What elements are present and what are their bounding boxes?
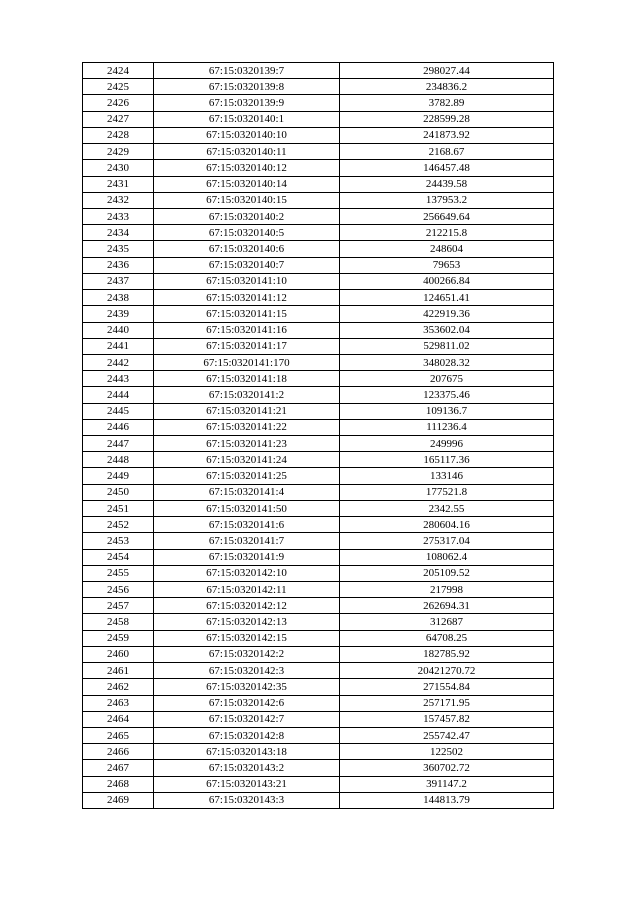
value-cell: 234836.2 [340,79,554,95]
cadastral-number-cell: 67:15:0320143:18 [154,744,340,760]
row-number-cell: 2427 [83,111,154,127]
value-cell: 256649.64 [340,208,554,224]
row-number-cell: 2456 [83,582,154,598]
row-number-cell: 2457 [83,598,154,614]
cadastral-number-cell: 67:15:0320142:11 [154,582,340,598]
value-cell: 228599.28 [340,111,554,127]
table-row [83,646,554,662]
value-cell: 177521.8 [340,484,554,500]
row-number-cell: 2458 [83,614,154,630]
row-number-cell: 2439 [83,306,154,322]
table-row [83,419,554,435]
value-cell: 146457.48 [340,160,554,176]
document-table-container [82,62,553,809]
table-row [83,79,554,95]
table-row [83,663,554,679]
cadastral-number-cell: 67:15:0320141:25 [154,468,340,484]
table-row [83,192,554,208]
table-row [83,354,554,370]
row-number-cell: 2463 [83,695,154,711]
table-row [83,452,554,468]
value-cell: 400266.84 [340,273,554,289]
row-number-cell: 2447 [83,436,154,452]
row-number-cell: 2436 [83,257,154,273]
row-number-cell: 2465 [83,727,154,743]
cadastral-number-cell: 67:15:0320141:7 [154,533,340,549]
row-number-cell: 2450 [83,484,154,500]
cadastral-number-cell: 67:15:0320141:12 [154,290,340,306]
cadastral-number-cell: 67:15:0320142:12 [154,598,340,614]
value-cell: 217998 [340,582,554,598]
cadastral-number-cell: 67:15:0320142:35 [154,679,340,695]
cadastral-number-cell: 67:15:0320140:1 [154,111,340,127]
table-row [83,533,554,549]
row-number-cell: 2451 [83,500,154,516]
table-row [83,387,554,403]
table-row [83,468,554,484]
value-cell: 271554.84 [340,679,554,695]
cadastral-number-cell: 67:15:0320141:22 [154,419,340,435]
cadastral-number-cell: 67:15:0320141:23 [154,436,340,452]
cadastral-number-cell: 67:15:0320140:15 [154,192,340,208]
cadastral-number-cell: 67:15:0320142:10 [154,565,340,581]
row-number-cell: 2443 [83,371,154,387]
value-cell: 20421270.72 [340,663,554,679]
value-cell: 207675 [340,371,554,387]
value-cell: 391147.2 [340,776,554,792]
table-row [83,582,554,598]
row-number-cell: 2453 [83,533,154,549]
table-row [83,95,554,111]
value-cell: 262694.31 [340,598,554,614]
cadastral-number-cell: 67:15:0320142:2 [154,646,340,662]
cadastral-number-cell: 67:15:0320141:10 [154,273,340,289]
row-number-cell: 2435 [83,241,154,257]
table-row [83,371,554,387]
row-number-cell: 2428 [83,127,154,143]
row-number-cell: 2433 [83,208,154,224]
row-number-cell: 2438 [83,290,154,306]
value-cell: 353602.04 [340,322,554,338]
row-number-cell: 2468 [83,776,154,792]
row-number-cell: 2426 [83,95,154,111]
cadastral-number-cell: 67:15:0320140:10 [154,127,340,143]
row-number-cell: 2469 [83,792,154,808]
cadastral-number-cell: 67:15:0320139:9 [154,95,340,111]
cadastral-number-cell: 67:15:0320142:6 [154,695,340,711]
cadastral-number-cell: 67:15:0320143:21 [154,776,340,792]
cadastral-number-cell: 67:15:0320140:7 [154,257,340,273]
table-row [83,517,554,533]
value-cell: 257171.95 [340,695,554,711]
cadastral-number-cell: 67:15:0320141:24 [154,452,340,468]
table-row [83,679,554,695]
table-row [83,500,554,516]
row-number-cell: 2459 [83,630,154,646]
cadastral-number-cell: 67:15:0320140:11 [154,144,340,160]
row-number-cell: 2454 [83,549,154,565]
row-number-cell: 2442 [83,354,154,370]
cadastral-number-cell: 67:15:0320141:170 [154,354,340,370]
row-number-cell: 2432 [83,192,154,208]
cadastral-number-cell: 67:15:0320142:13 [154,614,340,630]
cadastral-number-cell: 67:15:0320143:3 [154,792,340,808]
value-cell: 137953.2 [340,192,554,208]
row-number-cell: 2461 [83,663,154,679]
value-cell: 212215.8 [340,225,554,241]
table-row [83,144,554,160]
row-number-cell: 2431 [83,176,154,192]
row-number-cell: 2455 [83,565,154,581]
value-cell: 123375.46 [340,387,554,403]
row-number-cell: 2444 [83,387,154,403]
row-number-cell: 2437 [83,273,154,289]
cadastral-number-cell: 67:15:0320143:2 [154,760,340,776]
table-row [83,565,554,581]
table-row [83,127,554,143]
table-row [83,111,554,127]
table-row [83,630,554,646]
value-cell: 298027.44 [340,63,554,79]
value-cell: 109136.7 [340,403,554,419]
value-cell: 108062.4 [340,549,554,565]
value-cell: 348028.32 [340,354,554,370]
table-row [83,322,554,338]
row-number-cell: 2440 [83,322,154,338]
table-row [83,290,554,306]
table-row [83,792,554,808]
cadastral-number-cell: 67:15:0320141:4 [154,484,340,500]
table-row [83,436,554,452]
cadastral-number-cell: 67:15:0320140:12 [154,160,340,176]
value-cell: 111236.4 [340,419,554,435]
cadastral-number-cell: 67:15:0320139:8 [154,79,340,95]
cadastral-number-cell: 67:15:0320142:7 [154,711,340,727]
cadastral-number-cell: 67:15:0320141:17 [154,338,340,354]
cadastral-number-cell: 67:15:0320141:16 [154,322,340,338]
value-cell: 124651.41 [340,290,554,306]
table-row [83,160,554,176]
value-cell: 133146 [340,468,554,484]
row-number-cell: 2464 [83,711,154,727]
row-number-cell: 2424 [83,63,154,79]
row-number-cell: 2467 [83,760,154,776]
table-row [83,273,554,289]
value-cell: 64708.25 [340,630,554,646]
table-row [83,338,554,354]
cadastral-number-cell: 67:15:0320141:18 [154,371,340,387]
cadastral-number-cell: 67:15:0320141:21 [154,403,340,419]
value-cell: 144813.79 [340,792,554,808]
value-cell: 122502 [340,744,554,760]
cadastral-number-cell: 67:15:0320141:15 [154,306,340,322]
table-row [83,176,554,192]
value-cell: 360702.72 [340,760,554,776]
value-cell: 275317.04 [340,533,554,549]
table-row [83,727,554,743]
row-number-cell: 2434 [83,225,154,241]
table-row [83,241,554,257]
table-body [83,63,554,809]
row-number-cell: 2430 [83,160,154,176]
row-number-cell: 2466 [83,744,154,760]
cadastral-number-cell: 67:15:0320140:5 [154,225,340,241]
value-cell: 422919.36 [340,306,554,322]
value-cell: 182785.92 [340,646,554,662]
row-number-cell: 2445 [83,403,154,419]
cadastral-number-cell: 67:15:0320141:50 [154,500,340,516]
row-number-cell: 2462 [83,679,154,695]
table-row [83,225,554,241]
value-cell: 2342.55 [340,500,554,516]
table-row [83,257,554,273]
cadastral-number-cell: 67:15:0320140:6 [154,241,340,257]
cadastral-number-cell: 67:15:0320139:7 [154,63,340,79]
value-cell: 165117.36 [340,452,554,468]
table-row [83,549,554,565]
table-row [83,598,554,614]
cadastral-number-cell: 67:15:0320142:8 [154,727,340,743]
row-number-cell: 2429 [83,144,154,160]
table-row [83,711,554,727]
row-number-cell: 2460 [83,646,154,662]
table-row [83,776,554,792]
value-cell: 312687 [340,614,554,630]
cadastral-number-cell: 67:15:0320141:6 [154,517,340,533]
value-cell: 24439.58 [340,176,554,192]
row-number-cell: 2441 [83,338,154,354]
value-cell: 205109.52 [340,565,554,581]
cadastral-value-table [82,62,554,809]
table-row [83,403,554,419]
row-number-cell: 2446 [83,419,154,435]
cadastral-number-cell: 67:15:0320141:9 [154,549,340,565]
row-number-cell: 2425 [83,79,154,95]
value-cell: 2168.67 [340,144,554,160]
table-row [83,63,554,79]
cadastral-number-cell: 67:15:0320140:2 [154,208,340,224]
value-cell: 529811.02 [340,338,554,354]
table-row [83,760,554,776]
value-cell: 3782.89 [340,95,554,111]
value-cell: 249996 [340,436,554,452]
table-row [83,306,554,322]
table-row [83,208,554,224]
row-number-cell: 2452 [83,517,154,533]
row-number-cell: 2449 [83,468,154,484]
table-row [83,744,554,760]
cadastral-number-cell: 67:15:0320141:2 [154,387,340,403]
cadastral-number-cell: 67:15:0320140:14 [154,176,340,192]
row-number-cell: 2448 [83,452,154,468]
table-row [83,484,554,500]
table-row [83,614,554,630]
value-cell: 79653 [340,257,554,273]
value-cell: 157457.82 [340,711,554,727]
value-cell: 241873.92 [340,127,554,143]
value-cell: 248604 [340,241,554,257]
value-cell: 255742.47 [340,727,554,743]
cadastral-number-cell: 67:15:0320142:15 [154,630,340,646]
value-cell: 280604.16 [340,517,554,533]
cadastral-number-cell: 67:15:0320142:3 [154,663,340,679]
table-row [83,695,554,711]
